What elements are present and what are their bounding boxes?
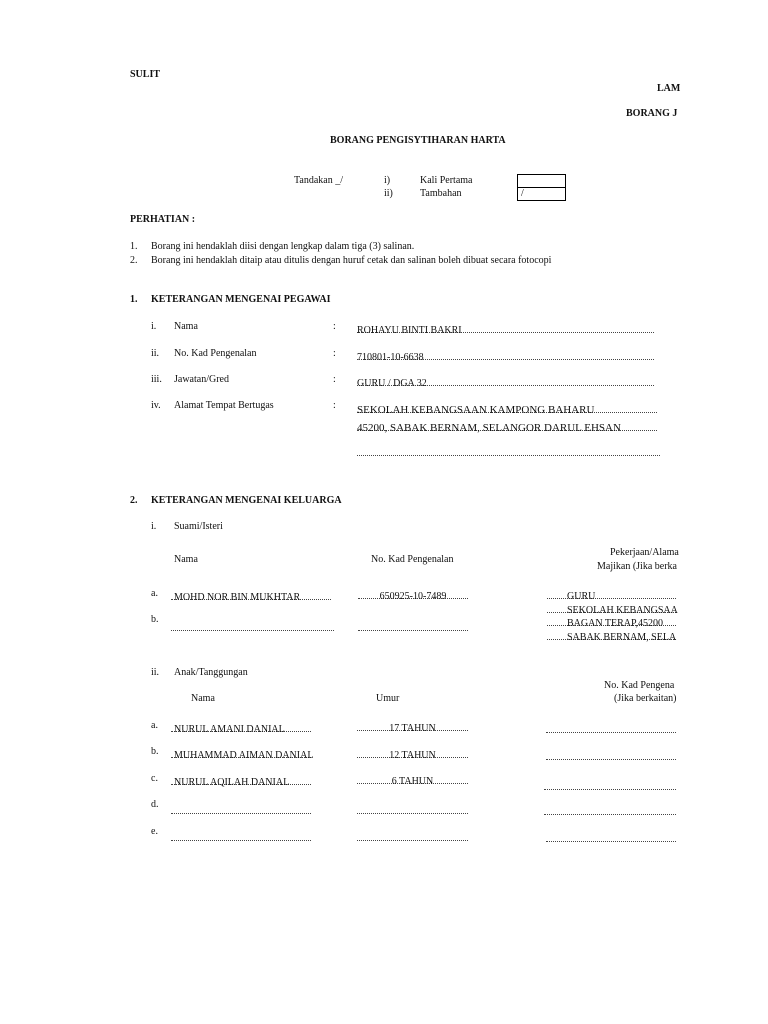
children-col-ic-2: (Jika berkaitan) [614, 693, 677, 704]
ic-label: No. Kad Pengenalan [174, 348, 257, 359]
spouse-label: Suami/Isteri [174, 521, 223, 532]
spouse-job-field-a[interactable] [547, 586, 676, 602]
children-col-nama: Nama [191, 693, 215, 704]
child-letter-e: e. [151, 826, 158, 837]
spouse-job-field-a3[interactable] [547, 613, 676, 629]
ic-colon: : [333, 348, 336, 359]
children-label: Anak/Tanggungan [174, 667, 248, 678]
spouse-col-job-2: Majikan (Jika berka [597, 561, 677, 572]
option1-num: i) [384, 175, 391, 186]
option1-label: Kali Pertama [420, 175, 473, 186]
form-title: BORANG PENGISYTIHARAN HARTA [330, 135, 506, 146]
child-age-field-e[interactable] [357, 828, 468, 841]
pegawai-num: i. [151, 321, 157, 332]
perhatian-text-1: Borang ini hendaklah diisi dengan lengkap dalam tiga (3) salinan. [151, 241, 415, 252]
option2-num: ii) [384, 188, 393, 199]
spouse-letter-b: b. [151, 614, 159, 625]
option1-checkbox[interactable] [517, 174, 566, 188]
alamat-label: Alamat Tempat Bertugas [174, 400, 274, 411]
nama-field[interactable] [357, 320, 654, 336]
child-age-field-c[interactable] [357, 771, 468, 787]
jawatan-field[interactable] [357, 373, 654, 389]
perhatian-num-2: 2. [130, 255, 138, 266]
spouse-col-nama: Nama [174, 554, 198, 565]
spouse-col-ic: No. Kad Pengenalan [371, 554, 454, 565]
pegawai-colon: : [333, 321, 336, 332]
spouse-ic-a: 650925-10-7489 [379, 591, 447, 602]
spouse-job-extra-2: BAGAN TERAP,45200 [567, 618, 663, 629]
jawatan-num: iii. [151, 374, 162, 385]
child-letter-c: c. [151, 773, 158, 784]
spouse-name-a: MOHD NOR BIN MUKHTAR [174, 592, 301, 603]
tandakan-label: Tandakan _/ [294, 175, 344, 186]
spouse-job-extra-1: SEKOLAH KEBANGSAA [567, 605, 678, 616]
spouse-ic-field-a[interactable] [358, 586, 468, 602]
child-name-field-d[interactable] [171, 801, 311, 814]
child-name-field-c[interactable] [171, 772, 311, 788]
section1-heading: KETERANGAN MENGENAI PEGAWAI [151, 294, 331, 305]
child-name-a: NURUL AMANI DANIAL [174, 724, 285, 735]
spouse-job-field-a2[interactable] [547, 600, 678, 616]
spouse-ic-field-b[interactable] [358, 618, 468, 631]
child-letter-a: a. [151, 720, 158, 731]
child-letter-d: d. [151, 799, 159, 810]
spouse-name-field-a[interactable] [171, 587, 331, 603]
ic-value: 710801-10-6638 [357, 352, 424, 363]
child-ic-field-a[interactable] [546, 720, 676, 733]
spouse-letter-a: a. [151, 588, 158, 599]
spouse-job-a: GURU [567, 591, 596, 602]
spouse-job-field-a4[interactable] [547, 627, 677, 643]
alamat-field-3[interactable] [357, 443, 660, 456]
child-name-field-b[interactable] [171, 745, 314, 761]
jawatan-colon: : [333, 374, 336, 385]
alamat-value-1: SEKOLAH KEBANGSAAN KAMPONG BAHARU [357, 404, 595, 416]
alamat-value-2: 45200, SABAK BERNAM, SELANGOR DARUL EHSAN [357, 422, 621, 434]
child-age-a: 17 TAHUN [389, 723, 436, 734]
perhatian-num-1: 1. [130, 241, 138, 252]
alamat-colon: : [333, 400, 336, 411]
spouse-col-job-1: Pekerjaan/Alama [610, 547, 679, 558]
sulit-label: SULIT [130, 69, 161, 80]
option2-label: Tambahan [420, 188, 462, 199]
child-age-c: 6 TAHUN [391, 776, 434, 787]
section2-heading: KETERANGAN MENGENAI KELUARGA [151, 495, 342, 506]
children-col-ic-1: No. Kad Pengena [604, 680, 675, 691]
jawatan-value: GURU / DGA 32 [357, 378, 427, 389]
child-ic-field-b[interactable] [546, 747, 676, 760]
child-age-b: 12 TAHUN [389, 750, 436, 761]
alamat-num: iv. [151, 400, 161, 411]
child-age-field-a[interactable] [357, 718, 468, 734]
child-name-field-a[interactable] [171, 719, 311, 735]
option2-checkbox[interactable] [517, 187, 566, 201]
perhatian-heading: PERHATIAN : [130, 214, 196, 225]
pegawai-label: Nama [174, 321, 198, 332]
alamat-field-1[interactable] [357, 400, 657, 416]
borang-label: BORANG J [626, 108, 678, 119]
child-name-c: NURUL AQILAH DANIAL [174, 777, 290, 788]
child-ic-field-e[interactable] [546, 829, 676, 842]
jawatan-label: Jawatan/Gred [174, 374, 229, 385]
child-ic-field-d[interactable] [544, 802, 676, 815]
perhatian-text-2: Borang ini hendaklah ditaip atau ditulis dengan huruf cetak dan salinan boleh dibuat secara fotocopi [151, 255, 552, 266]
child-age-field-d[interactable] [357, 801, 468, 814]
ic-num: ii. [151, 348, 160, 359]
child-name-field-e[interactable] [171, 828, 311, 841]
children-num: ii. [151, 667, 160, 678]
ic-field[interactable] [357, 347, 654, 363]
section2-num: 2. [130, 495, 138, 506]
nama-value: ROHAYU BINTI BAKRI [357, 325, 462, 336]
option2-mark: / [521, 188, 524, 199]
alamat-field-2[interactable] [357, 418, 657, 434]
section1-num: 1. [130, 294, 138, 305]
spouse-num: i. [151, 521, 157, 532]
lampiran-label: LAM [657, 83, 681, 94]
spouse-name-field-b[interactable] [171, 618, 334, 631]
spouse-job-extra-3: SABAK BERNAM, SELA [567, 632, 677, 643]
child-name-b: MUHAMMAD AIMAN DANIAL [174, 750, 314, 761]
children-col-umur: Umur [376, 693, 400, 704]
child-age-field-b[interactable] [357, 745, 468, 761]
child-ic-field-c[interactable] [544, 777, 676, 790]
child-letter-b: b. [151, 746, 159, 757]
